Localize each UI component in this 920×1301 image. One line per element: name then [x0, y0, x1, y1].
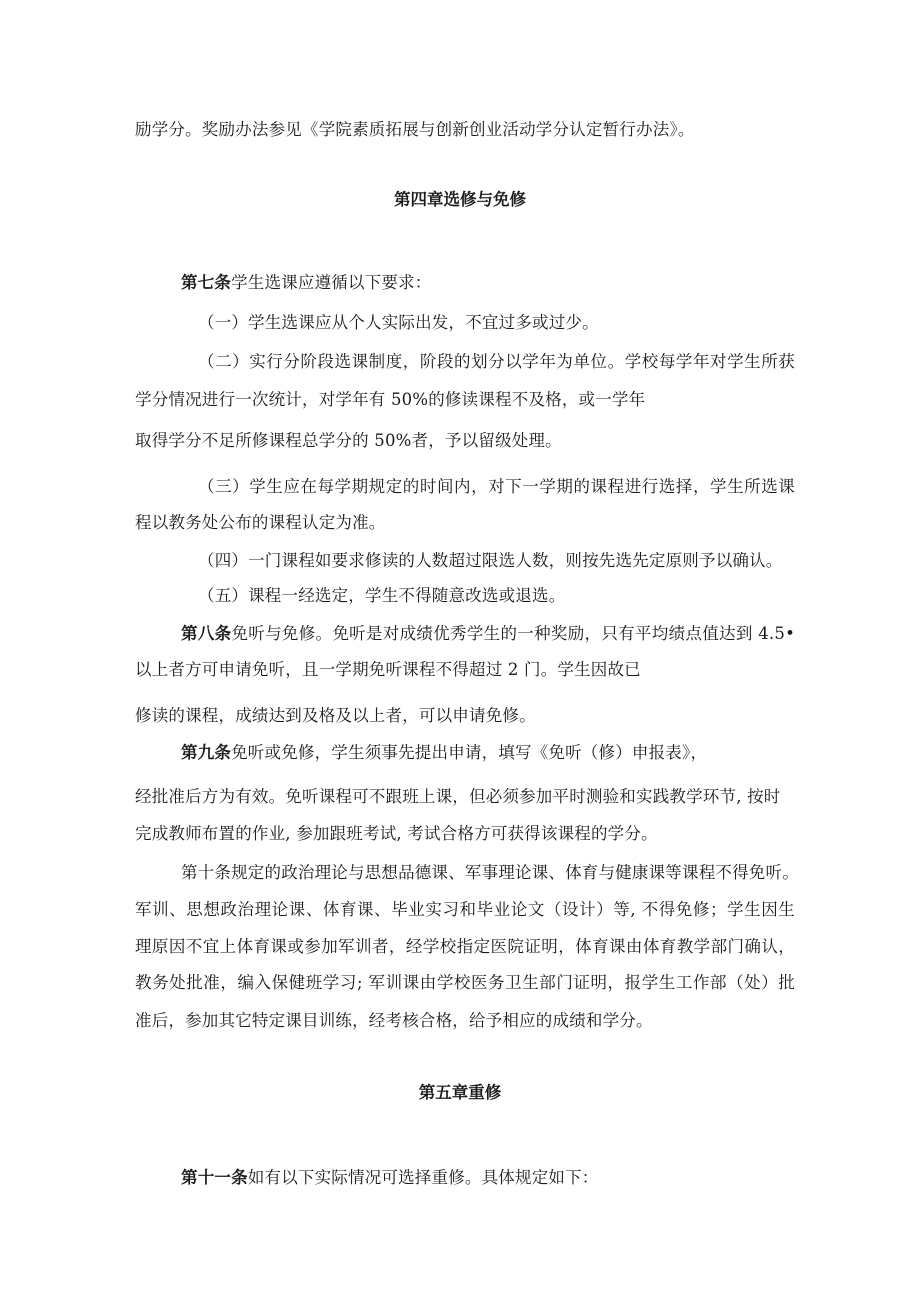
article-8-heading: 第八条 — [181, 624, 232, 643]
article-7-item-2-line-3: 取得学分不足所修课程总学分的 50%者，予以留级处理。 — [135, 431, 562, 450]
article-9-text: 免听或免修，学生须事先提出申请，填写《免听（修）申报表》， — [231, 743, 708, 762]
article-8-line-3: 修读的课程，成绩达到及格及以上者，可以申请免修。 — [135, 706, 536, 725]
article-7-item-3-line-2: 程以教务处公布的课程认定为准。 — [135, 513, 386, 532]
article-7-item-3-line-1: （三）学生应在每学期规定的时间内，对下一学期的课程进行选择，学生所选课 — [198, 477, 795, 496]
article-7-item-2-line-2: 学分情况进行一次统计，对学年有 50%的修读课程不及格，或一学年 — [135, 390, 646, 409]
paragraph-continuation: 励学分。奖励办法参见《学院素质拓展与创新创业活动学分认定暂行办法》。 — [135, 120, 695, 139]
article-11-intro — [181, 1167, 795, 1189]
article-10-line-2: 军训、思想政治理论课、体育课、毕业实习和毕业论文（设计）等, 不得免修；学生因生 — [135, 900, 795, 919]
article-9-line-1 — [181, 742, 795, 764]
article-7-heading: 第七条 — [181, 273, 232, 292]
article-7-item-4: （四）一门课程如要求修读的人数超过限选人数，则按先选先定原则予以确认。 — [198, 551, 783, 570]
article-10-line-4: 教务处批准，编入保健班学习; 军训课由学校医务卫生部门证明，报学生工作部（处）批 — [135, 973, 795, 992]
article-7-item-1: （一）学生选课应从个人实际出发，不宜过多或过少。 — [198, 313, 599, 332]
article-9-heading: 第九条 — [181, 743, 232, 762]
article-10-line-5: 准后，参加其它特定课目训练，经考核合格，给予相应的成绩和学分。 — [135, 1011, 653, 1030]
article-11-text: 如有以下实际情况可选择重修。具体规定如下： — [247, 1168, 599, 1187]
article-7-item-5: （五）课程一经选定，学生不得随意改选或退选。 — [198, 586, 566, 605]
article-10-line-1: 第十条规定的政治理论与思想品德课、军事理论课、体育与健康课等课程不得免听。 — [181, 863, 799, 882]
chapter-5-title: 第五章重修 — [418, 1083, 502, 1102]
article-9-line-3: 完成教师布置的作业, 参加跟班考试, 考试合格方可获得该课程的学分。 — [135, 824, 658, 843]
article-7-intro — [181, 272, 795, 294]
article-11-heading: 第十一条 — [181, 1168, 248, 1187]
article-7-text: 学生选课应遵循以下要求： — [231, 273, 432, 292]
article-8-line-1 — [181, 623, 795, 645]
article-7-item-2-line-1: （二）实行分阶段选课制度，阶段的划分以学年为单位。学校每学年对学生所获 — [198, 352, 795, 371]
article-9-line-2: 经批准后方为有效。免听课程可不跟班上课，但必须参加平时测验和实践教学环节, 按时 — [135, 787, 781, 806]
article-8-line-2: 以上者方可申请免听，且一学期免听课程不得超过 2 门。学生因故已 — [135, 660, 641, 679]
chapter-4-title: 第四章选修与免修 — [394, 190, 526, 209]
article-10-line-3: 理原因不宜上体育课或参加军训者，经学校指定医院证明，体育课由体育教学部门确认， — [135, 937, 795, 956]
article-8-text: 免听与免修。免听是对成绩优秀学生的一种奖励，只有平均绩点值达到 4.5• — [231, 624, 795, 643]
